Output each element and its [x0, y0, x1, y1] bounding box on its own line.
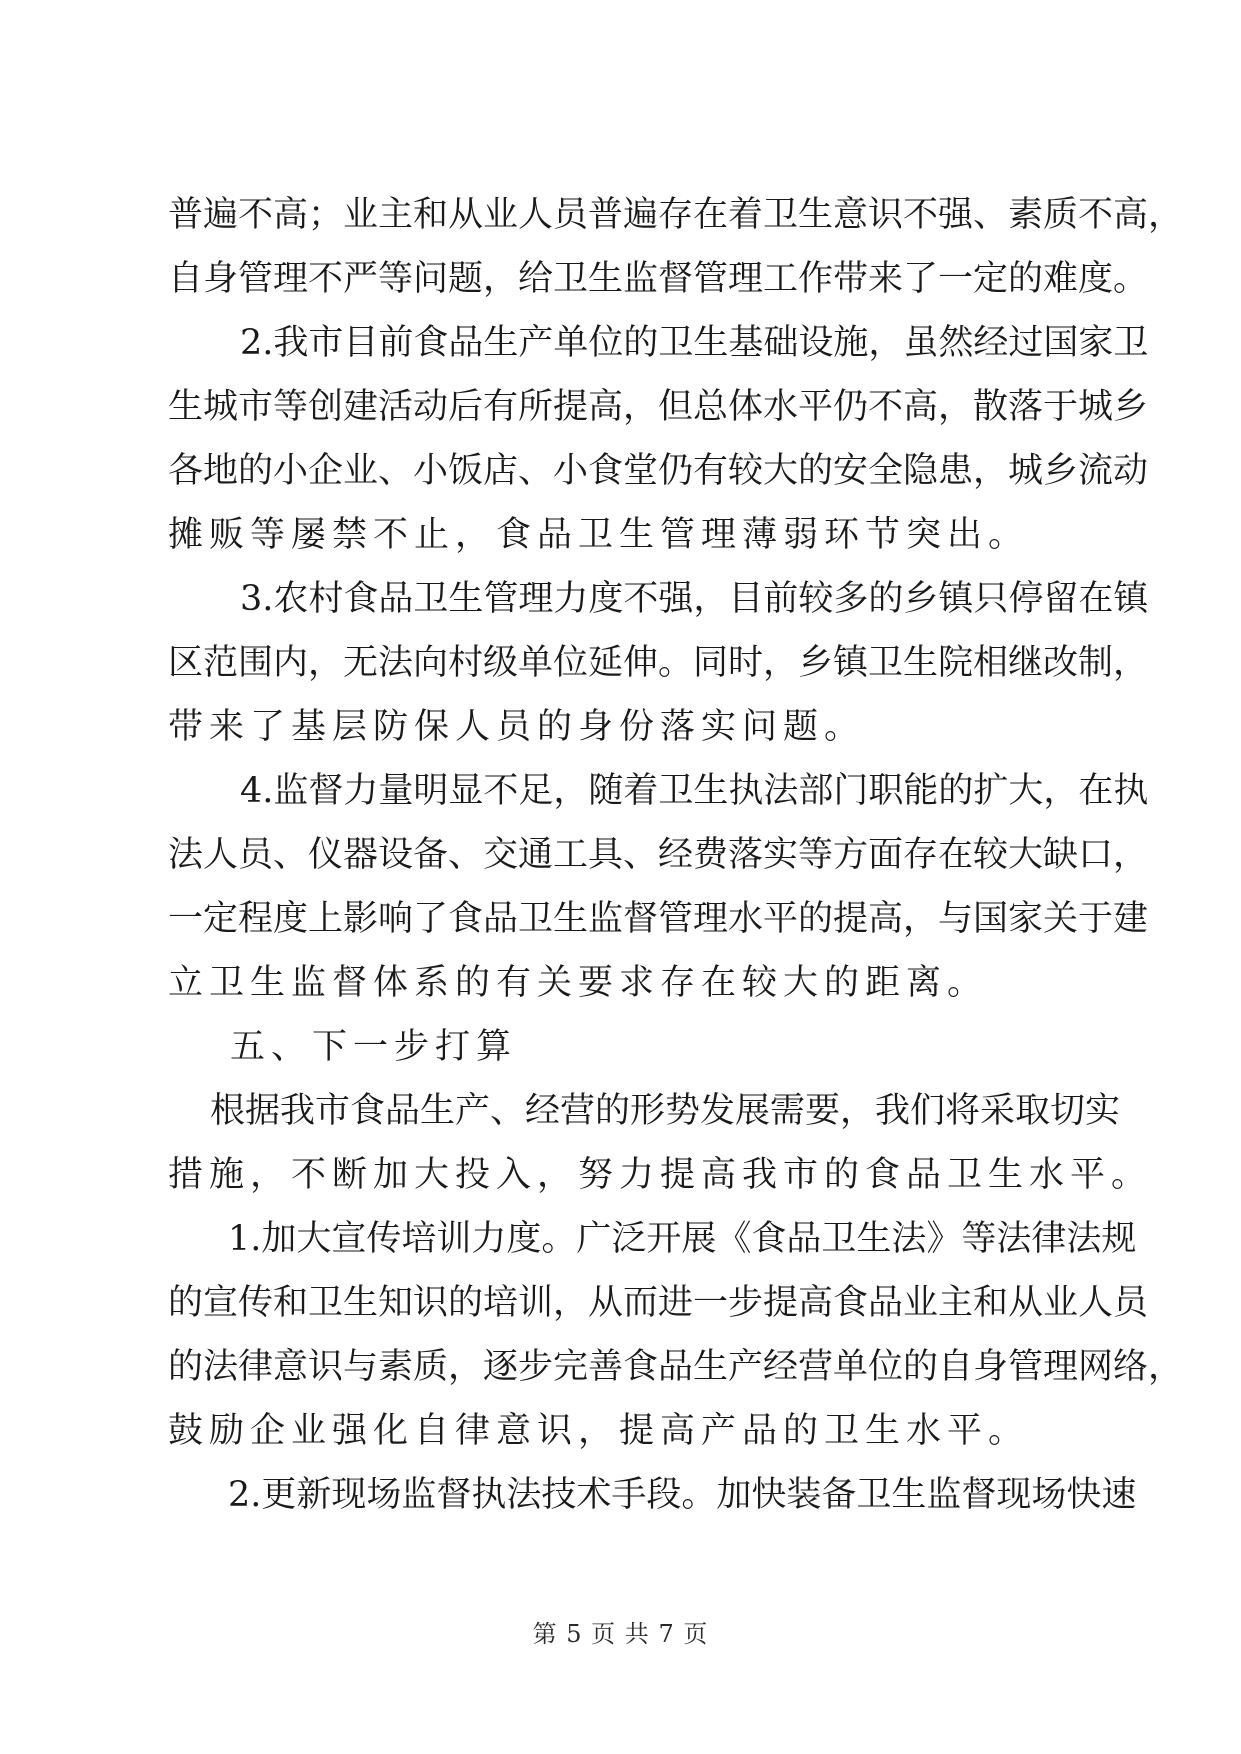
text-line: 措施，不断加大投入，努力提高我市的食品卫生水平。 [168, 1155, 1153, 1195]
document-body [168, 195, 1184, 1540]
page-number-footer: 第 5 页 共 7 页 [532, 1620, 709, 1648]
text-line: 一定程度上影响了食品卫生监督管理水平的提高，与国家关于建 [168, 899, 1149, 939]
text-line: 自身管理不严等问题，给卫生监督管理工作带来了一定的难度。 [168, 259, 1149, 299]
paragraph-start-line: 2.我市目前食品生产单位的卫生基础设施，虽然经过国家卫 [240, 323, 1149, 363]
text-line: 各地的小企业、小饭店、小食堂仍有较大的安全隐患，城乡流动 [168, 451, 1149, 491]
text-line: 带来了基层防保人员的身份落实问题。 [168, 707, 866, 747]
section-heading: 五、下一步打算 [230, 1027, 518, 1067]
text-line: 鼓励企业强化自律意识，提高产品的卫生水平。 [168, 1411, 1030, 1451]
text-line: 立卫生监督体系的有关要求存在较大的距离。 [168, 963, 989, 1003]
paragraph-start-line: 根据我市食品生产、经营的形势发展需要，我们将采取切实 [210, 1091, 1121, 1131]
paragraph-start-line: 1.加大宣传培训力度。广泛开展《食品卫生法》等法律法规 [228, 1219, 1137, 1259]
text-line: 的宣传和卫生知识的培训，从而进一步提高食品业主和从业人员 [168, 1283, 1149, 1323]
text-line: 摊贩等屡禁不止，食品卫生管理薄弱环节突出。 [168, 515, 1030, 555]
text-line: 普遍不高；业主和从业人员普遍存在着卫生意识不强、素质不高， [168, 195, 1184, 235]
paragraph-start-line: 2.更新现场监督执法技术手段。加快装备卫生监督现场快速 [228, 1475, 1137, 1515]
text-line: 区范围内，无法向村级单位延伸。同时，乡镇卫生院相继改制， [168, 643, 1149, 683]
paragraph-start-line: 3.农村食品卫生管理力度不强，目前较多的乡镇只停留在镇 [240, 579, 1149, 619]
text-line: 的法律意识与素质，逐步完善食品生产经营单位的自身管理网络， [168, 1347, 1184, 1387]
text-line: 生城市等创建活动后有所提高，但总体水平仍不高，散落于城乡 [168, 387, 1149, 427]
text-line: 法人员、仪器设备、交通工具、经费落实等方面存在较大缺口， [168, 835, 1149, 875]
paragraph-start-line: 4.监督力量明显不足，随着卫生执法部门职能的扩大，在执 [240, 771, 1149, 811]
